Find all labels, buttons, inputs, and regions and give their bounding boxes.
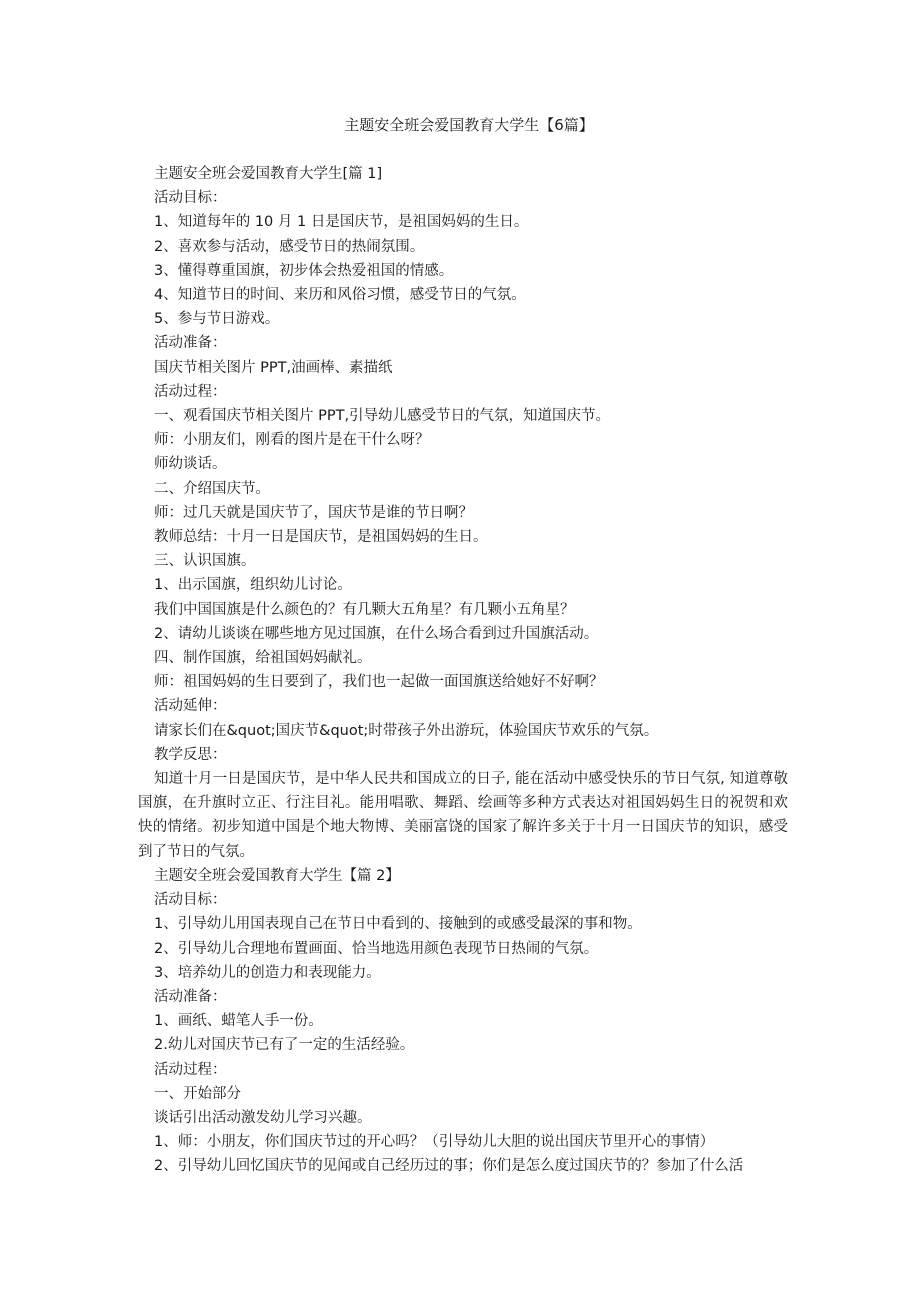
text-line: 2、喜欢参与活动，感受节日的热闹氛围。 — [154, 238, 425, 255]
text-line: 活动目标： — [154, 892, 227, 909]
text-line: 活动准备： — [154, 335, 227, 352]
text-line: 1、出示国旗，组织幼儿讨论。 — [154, 577, 352, 594]
text-line: 一、开始部分 — [154, 1085, 241, 1102]
text-line: 师幼谈话。 — [154, 456, 227, 473]
text-line: 1、引导幼儿用国表现自己在节日中看到的、接触到的或感受最深的事和物。 — [154, 916, 642, 933]
text-line: 师：过几天就是国庆节了，国庆节是谁的节日啊？ — [154, 504, 473, 521]
text-line: 师：小朋友们，刚看的图片是在干什么呀？ — [154, 432, 430, 449]
text-line: 3、懂得尊重国旗，初步体会热爱祖国的情感。 — [154, 262, 454, 279]
text-line: 活动准备： — [154, 988, 227, 1005]
section-heading: 主题安全班会爱国教育大学生【篇 2】 — [154, 867, 400, 884]
document-title: 主题安全班会爱国教育大学生【6篇】 — [344, 116, 594, 134]
text-line: 教师总结：十月一日是国庆节，是祖国妈妈的生日。 — [154, 529, 488, 546]
text-line: 4、知道节日的时间、来历和风俗习惯，感受节日的气氛。 — [154, 287, 526, 304]
text-line: 活动延伸： — [154, 698, 227, 715]
text-line: 5、参与节日游戏。 — [154, 311, 280, 328]
text-line: 国庆节相关图片 PPT,油画棒、素描纸 — [154, 359, 393, 376]
text-line: 三、认识国旗。 — [154, 553, 256, 570]
text-line: 2、引导幼儿合理地布置画面、恰当地选用颜色表现节日热闹的气氛。 — [154, 940, 599, 957]
text-line: 请家长们在&quot;国庆节&quot;时带孩子外出游玩，体验国庆节欢乐的气氛。 — [154, 722, 659, 739]
reflection-paragraph: 知道十月一日是国庆节，是中华人民共和国成立的日子, 能在活动中感受快乐的节日气氛, 知道尊敬国旗，在升旗时立正、行注目礼。能用唱歌、舞蹈、绘画等多种方式表达对祖国妈妈生日的祝贺和欢快的情绪。初步知道中国是个地大物博、美丽富饶的国家了解许多关于十月一日国庆节的知识，感受到了节日的气氛。 — [138, 771, 788, 860]
text-line: 活动过程： — [154, 1061, 227, 1078]
text-line: 2、请幼儿谈谈在哪些地方见过国旗，在什么场合看到过升国旗活动。 — [154, 625, 599, 642]
text-line: 我们中国国旗是什么颜色的？有几颗大五角星？有几颗小五角星？ — [154, 601, 575, 618]
text-line: 1、知道每年的 10 月 1 日是国庆节，是祖国妈妈的生日。 — [154, 214, 529, 231]
text-line: 2、引导幼儿回忆国庆节的见闻或自己经历过的事；你们是怎么度过国庆节的？参加了什么活 — [154, 1158, 744, 1175]
text-line: 师：祖国妈妈的生日要到了，我们也一起做一面国旗送给她好不好啊？ — [154, 674, 604, 691]
text-line: 谈话引出活动激发幼儿学习兴趣。 — [154, 1109, 372, 1126]
text-line: 1、师：小朋友，你们国庆节过的开心吗？（引导幼儿大胆的说出国庆节里开心的事情） — [154, 1134, 715, 1151]
text-line: 2.幼儿对国庆节已有了一定的生活经验。 — [154, 1037, 415, 1054]
text-line: 二、介绍国庆节。 — [154, 480, 270, 497]
text-line: 3、培养幼儿的创造力和表现能力。 — [154, 964, 381, 981]
text-line: 1、画纸、蜡笔人手一份。 — [154, 1013, 323, 1030]
section-heading: 主题安全班会爱国教育大学生[篇 1] — [154, 166, 383, 182]
text-line: 一、观看国庆节相关图片 PPT,引导幼儿感受节日的气氛，知道国庆节。 — [154, 408, 611, 425]
text-line: 活动目标： — [154, 190, 227, 207]
text-line: 教学反思： — [154, 746, 227, 763]
text-line: 四、制作国旗，给祖国妈妈献礼。 — [154, 650, 372, 667]
text-line: 活动过程： — [154, 383, 227, 400]
